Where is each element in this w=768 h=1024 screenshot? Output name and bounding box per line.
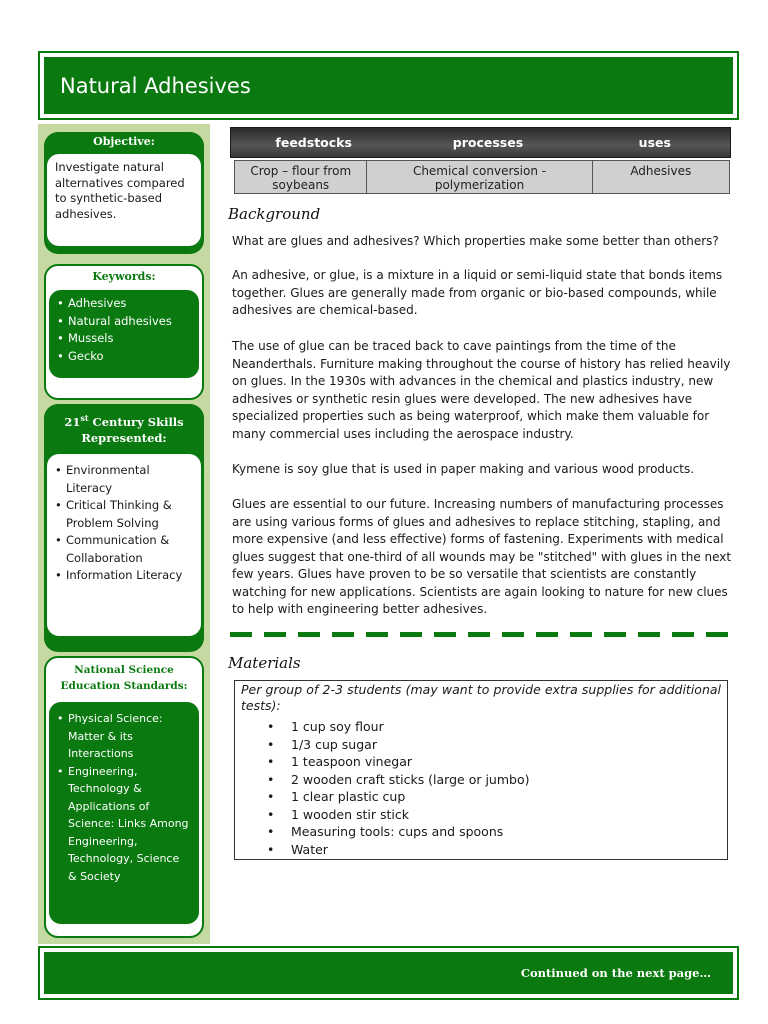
objective-text: Investigate natural alternatives compared to synthetic-based adhesives. xyxy=(47,154,201,246)
table-cell-processes: Chemical conversion - polymerization xyxy=(367,161,592,193)
material-item: • 1/3 cup sugar xyxy=(267,736,721,754)
page-header xyxy=(38,51,739,120)
background-paragraph: The use of glue can be traced back to cave paintings from the time of the Neanderthals. Furniture making throughout the course of history has relied heavily on glues. In the 1930s with advances in the chemical and plastics industry, new adhesives or synthetic resin glues were developed. The new adhesives have specialized properties such as being waterproof, which make them valuable for many commercial uses including the aerospace industry. xyxy=(232,339,731,441)
standards-list xyxy=(57,710,191,885)
keywords-box xyxy=(44,264,204,400)
skills-heading xyxy=(44,404,204,454)
keywords-heading: Keywords: xyxy=(92,270,156,283)
skill-item: • Communication & Collaboration xyxy=(55,532,193,567)
sidebar xyxy=(38,124,210,944)
material-item: • Water xyxy=(267,841,721,859)
background-paragraph: What are glues and adhesives? Which properties make some better than others? xyxy=(232,234,719,248)
materials-list xyxy=(267,718,721,858)
page-title: Natural Adhesives xyxy=(60,73,251,98)
skill-item: • Environmental Literacy xyxy=(55,462,193,497)
page-footer-bar xyxy=(44,952,733,994)
material-item: • 1 teaspoon vinegar xyxy=(267,753,721,771)
keyword-item: • Gecko xyxy=(57,348,191,366)
page-header-bar xyxy=(44,57,733,114)
material-item: • 1 clear plastic cup xyxy=(267,788,721,806)
table-header-processes: processes xyxy=(452,135,524,150)
standards-list-box xyxy=(49,702,199,924)
skill-item: • Information Literacy xyxy=(55,567,193,585)
material-item: • Measuring tools: cups and spoons xyxy=(267,823,721,841)
background-paragraph: Glues are essential to our future. Increasing numbers of manufacturing processes are using various forms of glues and adhesives to replace stitching, stapling, and more expensive (and less effective) forms of fastening. Experiments with medical glues suggest that one-third of all wounds may be "stitched" with glues in the next few years. Glues have proven to be so versatile that scientists are constantly watching for new applications. Scientists are again looking to nature for new clues to help with engineering better adhesives. xyxy=(232,497,732,616)
objective-box xyxy=(44,132,204,254)
skills-box xyxy=(44,404,204,652)
table-cell-feedstocks: Crop – flour from soybeans xyxy=(235,161,367,193)
objective-heading: Objective: xyxy=(93,135,155,148)
table-header-feedstocks: feedstocks xyxy=(275,135,352,150)
standards-box xyxy=(44,656,204,938)
keywords-list xyxy=(57,295,191,365)
background-paragraph: Kymene is soy glue that is used in paper making and various wood products. xyxy=(232,462,695,476)
table-header-uses: uses xyxy=(638,135,671,150)
materials-box xyxy=(234,680,728,860)
material-item: • 2 wooden craft sticks (large or jumbo) xyxy=(267,771,721,789)
material-item: • 1 wooden stir stick xyxy=(267,806,721,824)
materials-intro: Per group of 2-3 students (may want to provide extra supplies for additional tests): xyxy=(241,682,721,713)
standard-item: • Engineering, Technology & Applications of Science: Links Among Engineering, Technology, Science & Society xyxy=(57,763,191,886)
skills-list xyxy=(55,462,193,585)
keyword-item: • Natural adhesives xyxy=(57,313,191,331)
skills-heading-text: Century Skills Represented: xyxy=(81,414,184,445)
skills-heading-number: 21 xyxy=(64,414,81,429)
table-row xyxy=(234,160,730,194)
material-item: • 1 cup soy flour xyxy=(267,718,721,736)
keyword-item: • Adhesives xyxy=(57,295,191,313)
skills-list-box xyxy=(47,454,201,636)
keyword-item: • Mussels xyxy=(57,330,191,348)
background-heading: Background xyxy=(228,205,321,223)
materials-heading: Materials xyxy=(228,654,301,672)
continued-note: Continued on the next page… xyxy=(520,966,711,980)
skills-heading-sup: st xyxy=(80,413,89,423)
page-footer xyxy=(38,946,739,1000)
standards-heading: National Science Education Standards: xyxy=(60,664,188,692)
table-header xyxy=(230,127,731,158)
background-paragraph: An adhesive, or glue, is a mixture in a liquid or semi-liquid state that bonds items together. Glues are generally made from organic or bio-based compounds, while adhesives are chemical-based. xyxy=(232,268,723,317)
table-cell-uses: Adhesives xyxy=(630,164,692,178)
keywords-list-box xyxy=(49,290,199,378)
standard-item: • Physical Science: Matter & its Interactions xyxy=(57,710,191,763)
section-divider xyxy=(230,632,740,637)
skill-item: • Critical Thinking & Problem Solving xyxy=(55,497,193,532)
